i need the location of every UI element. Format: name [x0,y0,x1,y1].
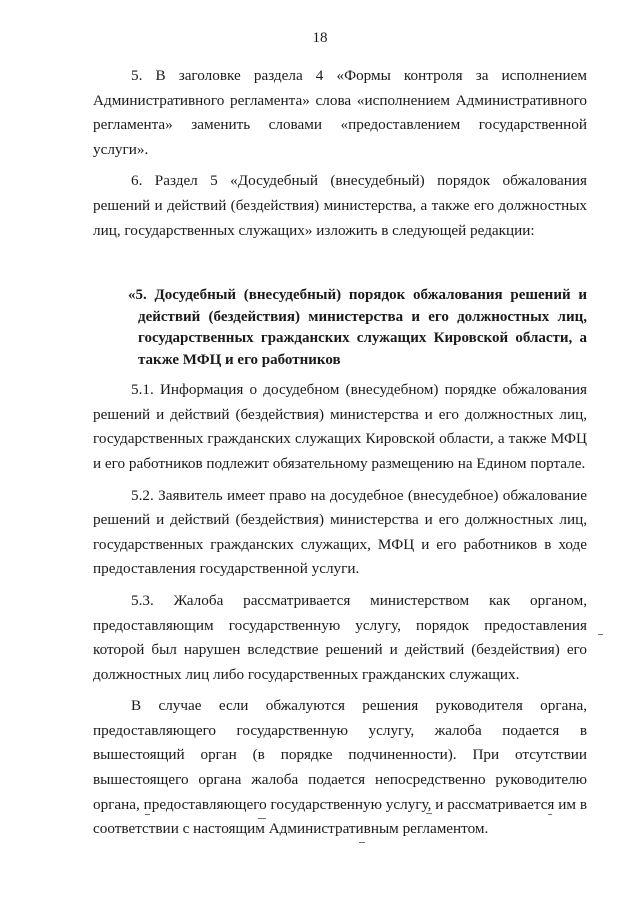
scan-mark [359,842,365,843]
scan-mark [548,814,552,815]
paragraph-5-1: 5.1. Информация о досудебном (внесудебном) порядке обжалования решений и действий (бездействия) министерства и его должностных лиц, государственных гражданских служащих Кировской области, а также МФЦ и его работников подлежит обязательному размещению на Едином портале. [93,381,587,472]
paragraph-5-3: 5.3. Жалоба рассматривается министерством как органом, предоставляющим государственную услугу, порядок предоставления которой был нарушен вследствие решений и действий (бездействия) его должностных лиц либо государственных гражданских служащих. [93,591,587,683]
scan-mark [258,818,266,819]
scan-mark [426,813,432,814]
paragraph-item-5: 5. В заголовке раздела 4 «Формы контроля за исполнением Административного регламента» слова «исполнением Административного регламента» заменить словами «предоставлением государственной услуги». [93,67,587,158]
document-body [93,64,587,842]
paragraph-item-6: 6. Раздел 5 «Досудебный (внесудебный) порядок обжалования решений и действий (бездействия) министерства, а также его должностных лиц, государственных служащих» изложить в следующей редакции: [93,172,587,239]
scan-mark [145,814,150,815]
page-number: 18 [312,30,328,46]
scan-mark [598,634,603,635]
section-5-heading: «5. Досудебный (внесудебный) порядок обжалования решений и действий (бездействия) министерства и его должностных лиц, государственных гражданских служащих Кировской области, а также МФЦ и его работников [128,287,587,368]
paragraph-5-2: 5.2. Заявитель имеет право на досудебное (внесудебное) обжалование решений и действий (бездействия) министерства и его должностных лиц, государственных гражданских служащих, МФЦ и его работников в ходе предоставления государственной услуги. [93,486,587,578]
paragraph-5-3-continuation: В случае если обжалуются решения руководителя органа, предоставляющего государственную услугу, жалоба подается в вышестоящий орган (в порядке подчиненности). При отсутствии вышестоящего органа жалоба подается непосредственно руководителю органа, предоставляющего государственную услугу, и рассматривается им в соответствии с настоящим Административным регламентом. [93,697,587,838]
